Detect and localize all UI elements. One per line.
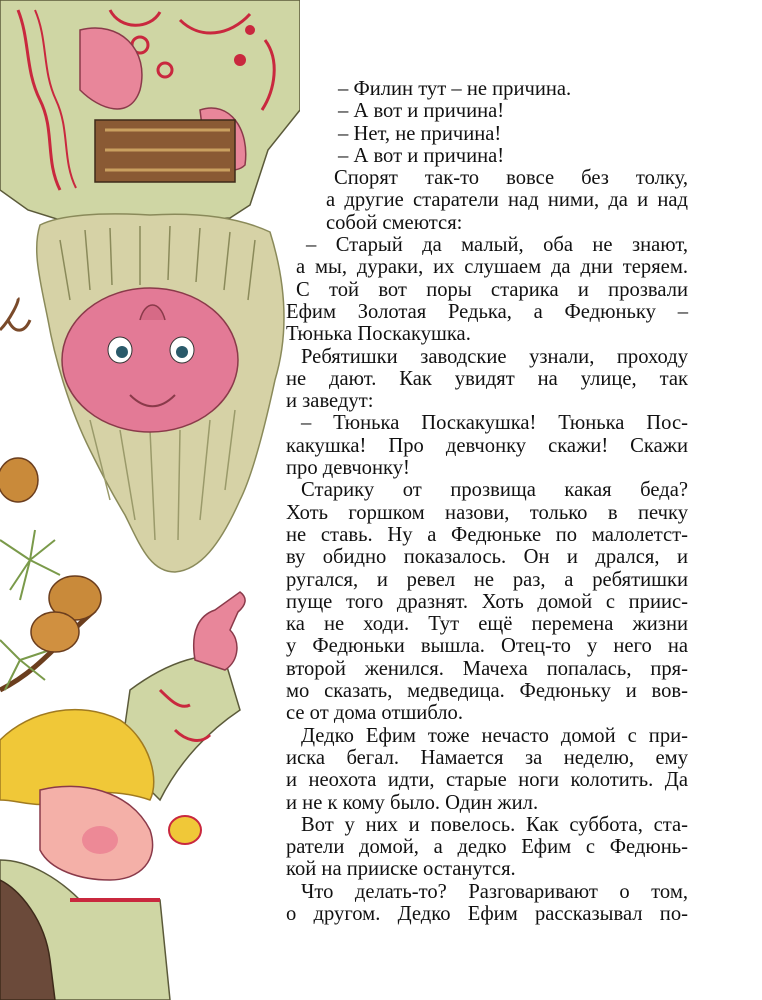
text-line: пуще того дразнят. Хоть домой с приис- — [286, 590, 688, 613]
text-line: а другие старатели над ними, да и над — [326, 189, 688, 212]
text-line: не ставь. Ну а Федюньке по малолетст- — [286, 523, 688, 546]
text-line: а мы, дураки, их слушаем да дни теряем. — [296, 256, 688, 279]
text-line: – Старый да малый, оба не знают, — [306, 234, 688, 257]
text-line: – А вот и причина! — [338, 144, 505, 167]
text-line: иска бегал. Намается за неделю, ему — [286, 746, 688, 769]
text-line: второй женился. Мачеха попалась, пря- — [286, 657, 688, 680]
text-column — [286, 78, 688, 925]
text-line: у Федюньки вышла. Отец-то у него на — [286, 635, 688, 658]
text-line: С той вот поры старика и прозвали — [296, 278, 688, 301]
old-man-face — [62, 288, 238, 432]
text-line: – Нет, не причина! — [338, 122, 502, 145]
text-line: о другом. Дедко Ефим рассказывал по- — [286, 902, 688, 925]
text-line: Ефим Золотая Редька, а Федюньку – — [286, 300, 688, 323]
text-line: Хоть горшком назови, только в печку — [286, 501, 688, 524]
text-line: про девчонку! — [286, 457, 410, 480]
boy — [0, 592, 245, 1000]
text-line: – Филин тут – не причина. — [338, 78, 572, 100]
text-line: собой смеются: — [326, 211, 463, 234]
text-line: Ребятишки заводские узнали, проходу — [301, 345, 688, 368]
text-line: Что делать-то? Разговаривают о том, — [301, 880, 688, 903]
text-line: ка не ходи. Тут ещё перемена жизни — [286, 613, 688, 636]
text-line: не дают. Как увидят на улице, так — [286, 367, 688, 390]
text-line: Старику от прозвища какая беда? — [301, 479, 688, 502]
old-man-shirt — [0, 0, 300, 222]
text-line: кой на прииске останутся. — [286, 858, 516, 881]
text-line: ратели домой, а дедко Ефим с Федюнь- — [286, 836, 688, 859]
illustration — [0, 0, 300, 1000]
text-line: Вот у них и повелось. Как суббота, ста- — [301, 813, 688, 836]
text-line: Тюнька Поскакушка. — [286, 323, 471, 346]
pine-branch — [0, 458, 101, 690]
text-line: и заведут: — [286, 390, 374, 413]
text-line: Спорят так-то вовсе без толку, — [334, 167, 688, 190]
text-line: и неохота идти, старые ноги колотить. Да — [286, 769, 688, 792]
text-line: – Тюнька Поскакушка! Тюнька Пос- — [301, 412, 688, 435]
text-line: Дедко Ефим тоже нечасто домой с при- — [301, 724, 688, 747]
text-line: ругался, и ревел не раз, а ребятишки — [286, 568, 688, 591]
text-line: какушка! Про девчонку скажи! Скажи — [286, 434, 688, 457]
twig — [0, 298, 30, 330]
boy-hand — [194, 592, 245, 670]
text-line: се от дома отшибло. — [286, 702, 464, 725]
text-line: ву обидно показалось. Он и дрался, и — [286, 546, 688, 569]
pine-cone — [0, 458, 38, 502]
text-line: мо сказать, медведица. Федюньку и вов- — [286, 680, 688, 703]
text-line: и не к кому было. Один жил. — [286, 791, 539, 814]
pine-cone — [31, 612, 79, 652]
text-line: – А вот и причина! — [338, 100, 505, 123]
